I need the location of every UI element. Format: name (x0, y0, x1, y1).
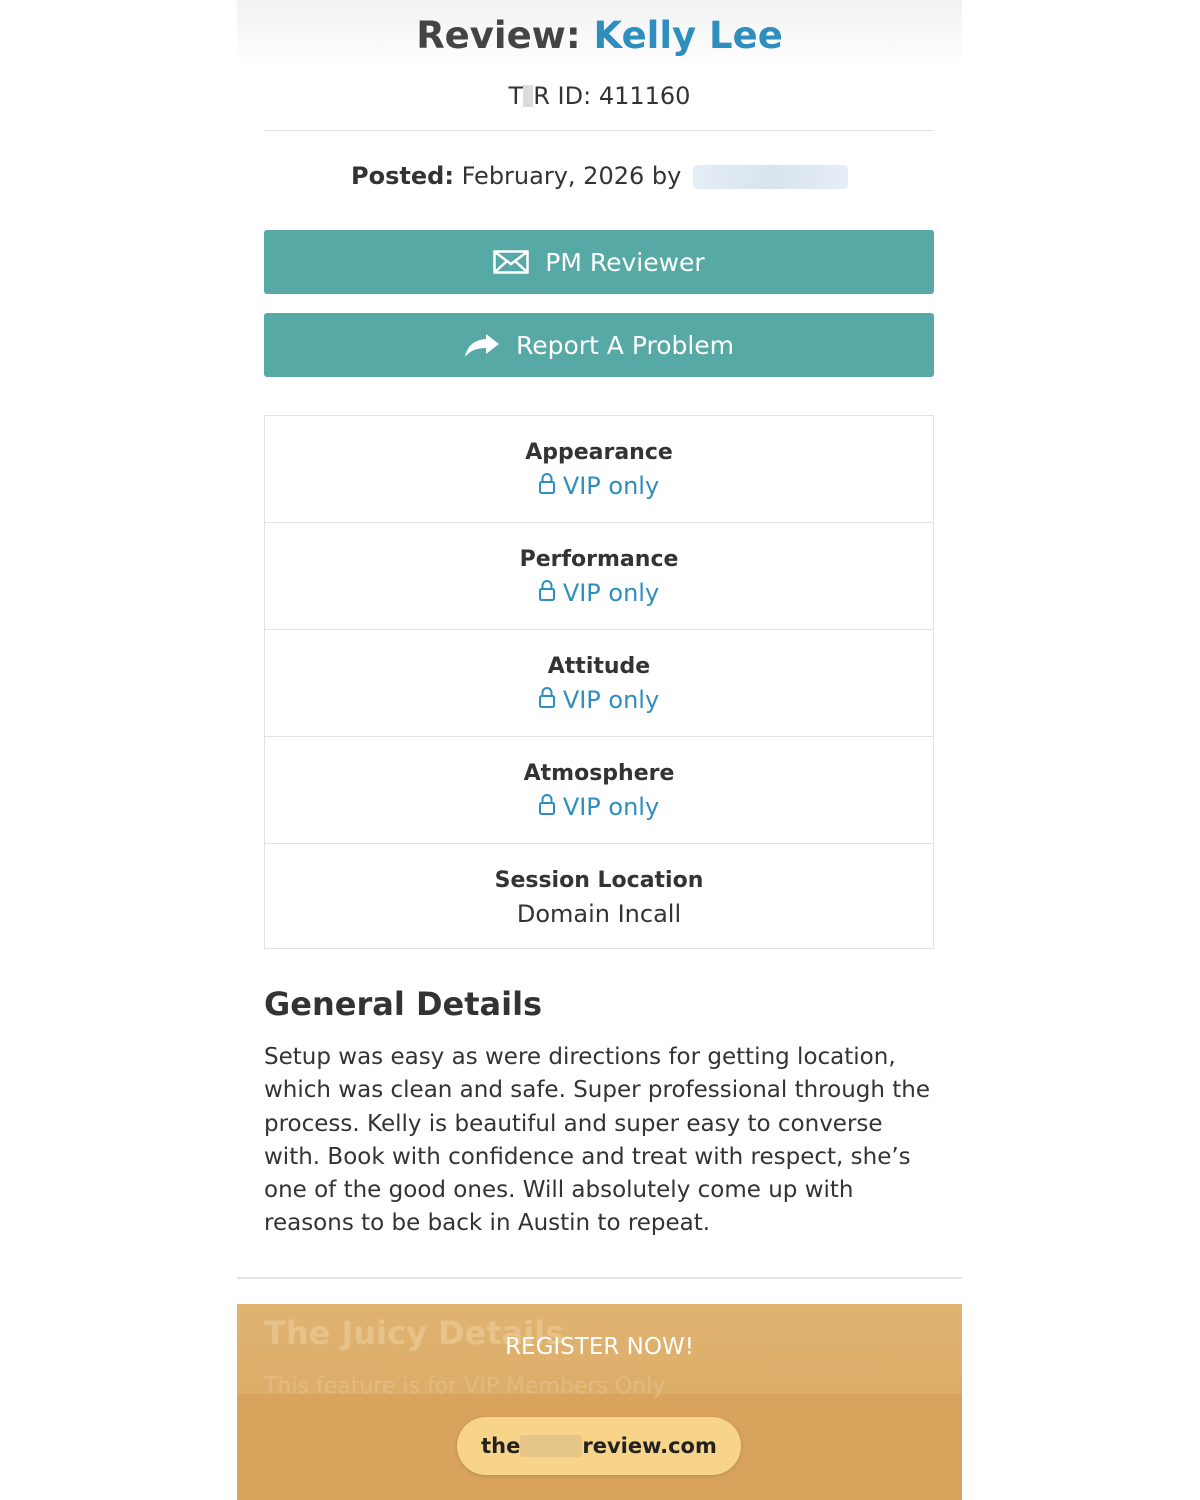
pm-reviewer-button[interactable] (264, 230, 934, 294)
posted-label: Posted: (351, 162, 454, 190)
pm-reviewer-label: PM Reviewer (545, 247, 705, 277)
title-prefix: Review: (416, 14, 581, 57)
vip-only-link[interactable] (265, 686, 933, 714)
vip-only-link[interactable] (265, 579, 933, 607)
lock-icon (539, 579, 555, 607)
rating-value: Domain Incall (516, 900, 682, 928)
id-suffix: R ID: (533, 82, 592, 110)
rating-label: Atmosphere (523, 761, 675, 786)
rating-label: Appearance (525, 440, 673, 465)
review-content (237, 0, 962, 1500)
session-location-value (265, 900, 933, 928)
lock-icon (539, 793, 555, 821)
redacted-char (523, 85, 533, 107)
rating-row-attitude (265, 630, 933, 737)
divider-top (264, 130, 934, 131)
watermark-redacted (520, 1435, 582, 1457)
juicy-details-banner (237, 1304, 962, 1500)
rating-value: VIP only (562, 472, 660, 500)
divider-bottom (237, 1277, 962, 1279)
page-title (237, 14, 962, 57)
rating-row-appearance (265, 416, 933, 523)
reviewee-name-link[interactable]: Kelly Lee (593, 14, 783, 57)
envelope-icon (493, 250, 529, 274)
reviewer-name-redacted[interactable] (693, 165, 848, 189)
general-details-heading: General Details (264, 985, 543, 1023)
rating-value: VIP only (562, 686, 660, 714)
rating-label: Session Location (494, 868, 704, 893)
rating-row-atmosphere (265, 737, 933, 844)
ratings-table (264, 415, 934, 949)
rating-row-performance (265, 523, 933, 630)
report-problem-button[interactable] (264, 313, 934, 377)
vip-only-link[interactable] (265, 793, 933, 821)
general-details-text: Setup was easy as were directions for getting location, which was clean and safe. Super professional through the process. Kelly is beautiful and super easy to converse with. Book with confidence and treat with respect, she’s one of the good ones. Will absolutely come up with reasons to be back in Austin to repeat. (264, 1044, 931, 1237)
watermark-prefix: the (481, 1434, 521, 1458)
watermark-suffix: review.com (582, 1434, 717, 1458)
vip-only-link[interactable] (265, 472, 933, 500)
posted-line (237, 162, 962, 190)
id-prefix: T (508, 82, 524, 110)
rating-label: Attitude (547, 654, 651, 679)
review-id (237, 82, 962, 110)
site-watermark (457, 1417, 741, 1475)
lock-icon (539, 472, 555, 500)
juicy-details-heading: The Juicy Details (264, 1314, 565, 1352)
rating-value: VIP only (562, 579, 660, 607)
rating-value: VIP only (562, 793, 660, 821)
report-problem-label: Report A Problem (515, 330, 735, 360)
juicy-details-subtitle: This feature is for VIP Members Only (264, 1374, 666, 1399)
lock-icon (539, 686, 555, 714)
register-now-link[interactable]: REGISTER NOW! (505, 1334, 694, 1360)
id-value: 411160 (598, 82, 691, 110)
posted-date: February, 2026 by (461, 162, 682, 190)
share-arrow-icon (464, 332, 500, 358)
rating-row-session-location (265, 844, 933, 948)
rating-label: Performance (519, 547, 679, 572)
